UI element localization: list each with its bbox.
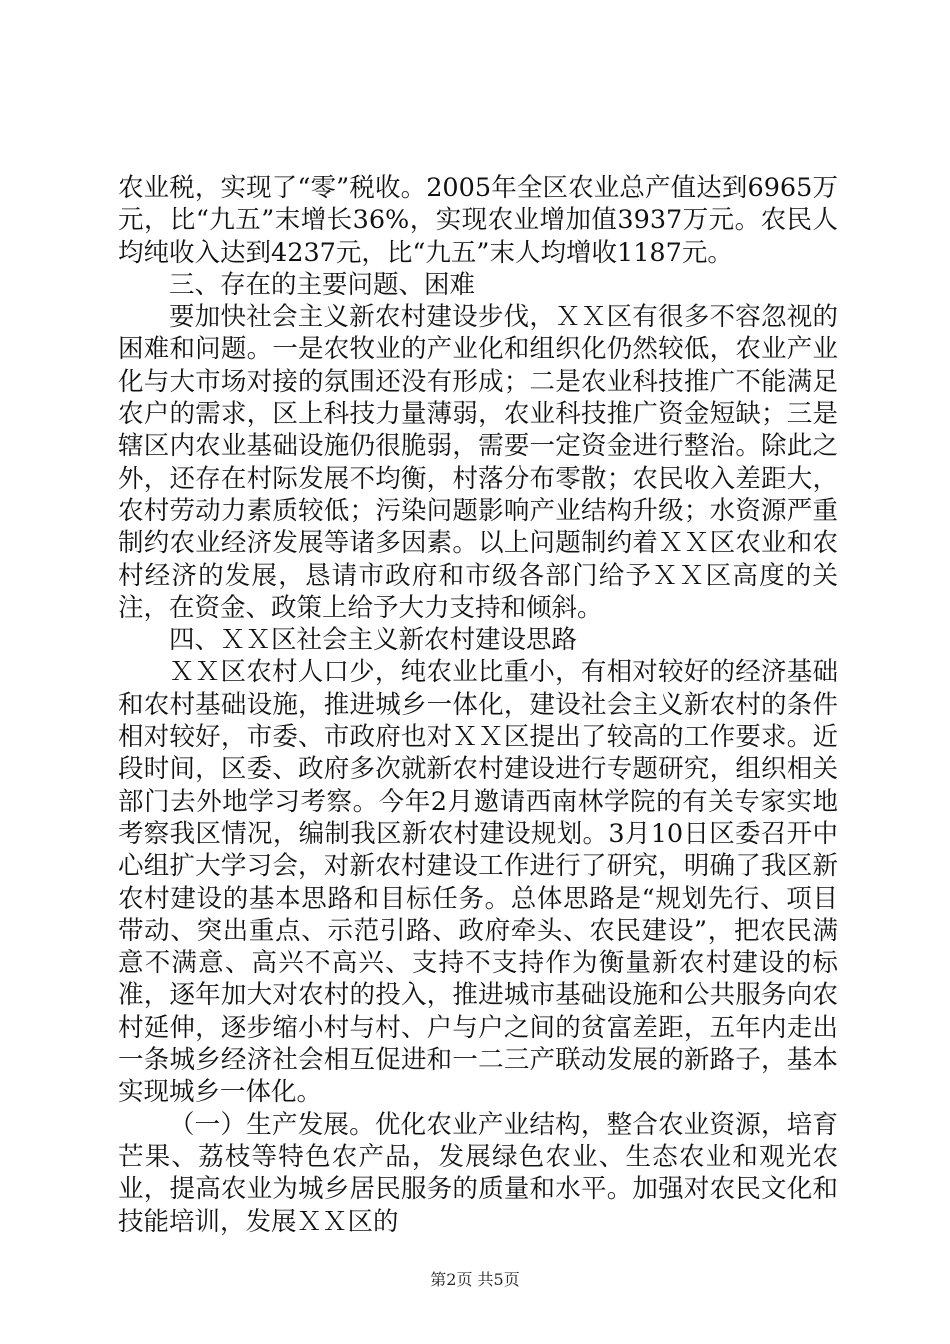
section-heading-plan: 四、ＸＸ区社会主义新农村建设思路 bbox=[169, 625, 578, 656]
paragraph-summary-stats: 农业税，实现了“零”税收。2005年全区农业总产值达到6965万元，比“九五”末增长36%，实现农业增加值3937万元。农民人均纯收入达到4237元，比“九五”末人均增收1187元。 bbox=[118, 173, 838, 268]
section-heading-problems: 三、存在的主要问题、困难 bbox=[169, 269, 476, 300]
document-body bbox=[118, 172, 838, 1238]
paragraph-production: （一）生产发展。优化农业产业结构，整合农业资源，培育芒果、荔枝等特色农产品，发展绿色农业、生态农业和观光农业，提高农业为城乡居民服务的质量和水平。加强对农民文化和技能培训，发展ＸＸ区的 bbox=[118, 1109, 838, 1237]
page-footer bbox=[0, 1267, 950, 1290]
paragraph-plan: ＸＸ区农村人口少，纯农业比重小，有相对较好的经济基础和农村基础设施，推进城乡一体化，建设社会主义新农村的条件相对较好，市委、市政府也对ＸＸ区提出了较高的工作要求。近段时间，区委、政府多次就新农村建设进行专题研究，组织相关部门去外地学习考察。今年2月邀请西南林学院的有关专家实地考察我区情况，编制我区新农村建设规划。3月10日区委召开中心组扩大学习会，对新农村建设工作进行了研究，明确了我区新农村建设的基本思路和目标任务。总体思路是“规划先行、项目带动、突出重点、示范引路、政府牵头、农民建设”，把农民满意不满意、高兴不高兴、支持不支持作为衡量新农村建设的标准，逐年加大对农村的投入，推进城市基础设施和公共服务向农村延伸，逐步缩小村与村、户与户之间的贫富差距，五年内走出一条城乡经济社会相互促进和一二三产联动发展的新路子，基本实现城乡一体化。 bbox=[118, 657, 838, 1108]
paragraph-problems: 要加快社会主义新农村建设步伐，ＸＸ区有很多不容忽视的困难和问题。一是农牧业的产业化和组织化仍然较低，农业产业化与大市场对接的氛围还没有形成；二是农业科技推广不能满足农户的需求，区上科技力量薄弱，农业科技推广资金短缺；三是辖区内农业基础设施仍很脆弱，需要一定资金进行整治。除此之外，还存在村际发展不均衡，村落分布零散；农民收入差距大，农村劳动力素质较低；污染问题影响产业结构升级；水资源严重制约农业经济发展等诸多因素。以上问题制约着ＸＸ区农业和农村经济的发展，恳请市政府和市级各部门给予ＸＸ区高度的关注，在资金、政策上给予大力支持和倾斜。 bbox=[118, 302, 838, 623]
page-number: 第2页 共5页 bbox=[430, 1270, 520, 1289]
